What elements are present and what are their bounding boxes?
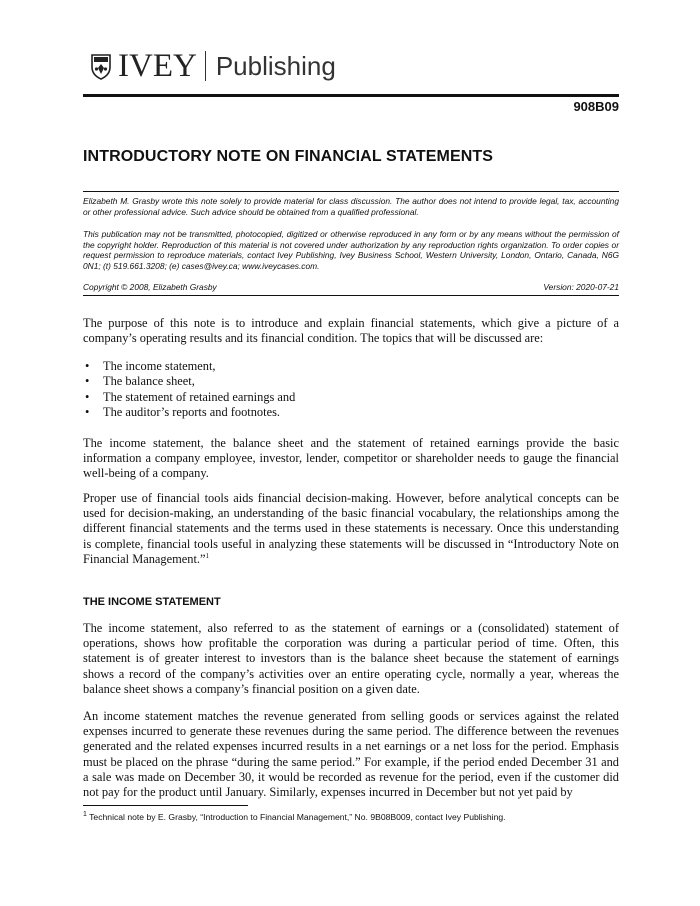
footnote-reference: 1 bbox=[205, 551, 209, 560]
version-text: Version: 2020-07-21 bbox=[543, 282, 619, 292]
logo-separator bbox=[205, 51, 206, 81]
topics-list bbox=[83, 359, 295, 420]
financial-tools-paragraph bbox=[83, 491, 619, 567]
section-heading: THE INCOME STATEMENT bbox=[83, 596, 221, 608]
list-item: • The statement of retained earnings and bbox=[83, 390, 295, 405]
ivey-brand-text: IVEY bbox=[118, 47, 197, 84]
footnote-rule bbox=[83, 805, 248, 806]
matching-paragraph: An income statement matches the revenue generated from selling goods or services against the related expenses incurred to generate these revenues during the same period. The difference between the revenues generated and the related expenses incurred results in a net earnings or a net loss for the period. Emphasis must be placed on the phrase “during the same period.” For example, if the period ended December 31 and a sale was made on December 30, it would be recorded as revenue for the period, even if the customer did not pay for the product until January. Similarly, expenses incurred in December but not yet paid by bbox=[83, 709, 619, 800]
case-number: 908B09 bbox=[573, 99, 619, 114]
list-item: • The balance sheet, bbox=[83, 374, 295, 389]
list-item: • The auditor’s reports and footnotes. bbox=[83, 405, 295, 420]
disclaimer-bottom-rule bbox=[83, 295, 619, 296]
list-item: • The income statement, bbox=[83, 359, 295, 374]
copyright-row bbox=[83, 282, 619, 292]
basic-information-paragraph: The income statement, the balance sheet and the statement of retained earnings provide the basic information a company employee, investor, lender, competitor or shareholder needs to gauge the financial well-being of a company. bbox=[83, 436, 619, 481]
footnote-number: 1 bbox=[83, 811, 87, 819]
ivey-crest-icon bbox=[90, 52, 112, 80]
disclaimer-top-rule bbox=[83, 191, 619, 192]
header-rule bbox=[83, 94, 619, 97]
income-statement-paragraph: The income statement, also referred to as the statement of earnings or a (consolidated) statement of operations, shows how profitable the corporation was during a particular period of time. Often, this statement is of greater interest to investors than is the balance sheet because the statement of earnings shows a record of the company’s activities over an entire operating cycle, normally a year, whereas the balance sheet shows a company’s financial position on a given date. bbox=[83, 621, 619, 696]
document-title: INTRODUCTORY NOTE ON FINANCIAL STATEMENTS bbox=[83, 148, 494, 165]
copyright-text: Copyright © 2008, Elizabeth Grasby bbox=[83, 282, 217, 292]
permissions-text: This publication may not be transmitted, photocopied, digitized or otherwise reproduced in any form or by any means without the permission of the copyright holder. Reproduction of this material is not covered under authorization by any reproduction rights organization. To order copies or request permission to reproduce materials, contact Ivey Publishing, Ivey Business School, Western University, London, Ontario, Canada, N6G 0N1; (t) 519.661.3208; (e) cases@ivey.ca; www.iveycases.com. bbox=[83, 229, 619, 271]
ivey-publishing-logo bbox=[90, 48, 336, 84]
footnote bbox=[83, 812, 506, 822]
disclaimer-text: Elizabeth M. Grasby wrote this note solely to provide material for class discussion. The author does not intend to provide legal, tax, accounting or other professional advice. Such advice should be obtained from a qualified professional. bbox=[83, 196, 619, 217]
publishing-text: Publishing bbox=[215, 50, 336, 81]
intro-paragraph: The purpose of this note is to introduce and explain financial statements, which give a picture of a company’s operating results and its financial condition. The topics that will be discussed are: bbox=[83, 316, 619, 346]
financial-tools-text: Proper use of financial tools aids financial decision-making. However, before analytical concepts can be used for decision-making, an understanding of the basic financial vocabulary, the relationships among the different financial statements and the terms used in these statements is necessary. Once this understanding is complete, financial tools useful in analyzing these statements will be discussed in “Introductory Note on Financial Management.” bbox=[83, 491, 619, 566]
footnote-text: Technical note by E. Grasby, “Introduction to Financial Management,” No. 9B08B009, contact Ivey Publishing. bbox=[86, 812, 506, 822]
